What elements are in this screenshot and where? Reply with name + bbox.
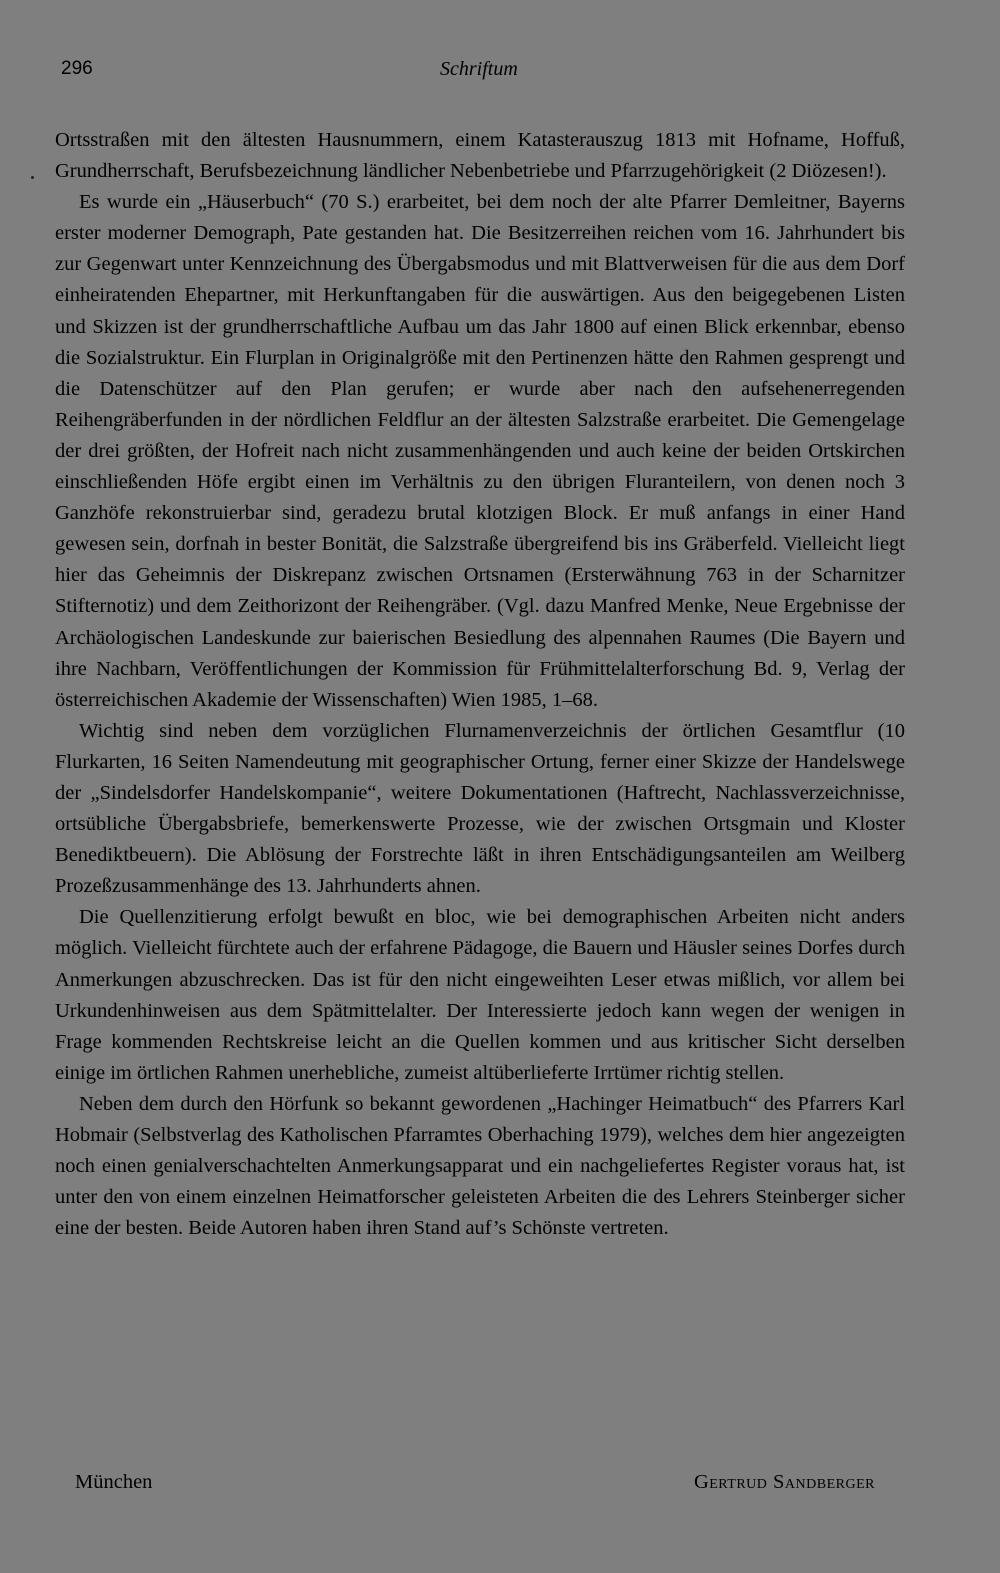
paragraph: Es wurde ein „Häuserbuch“ (70 S.) erarbeitet, bei dem noch der alte Pfarrer Demleitner, Bayerns erster moderner Demograph, Pate gestanden hat. Die Besitzerreihen reichen vom 16. Jahrhundert bis zur Gegenwart unter Kennzeichnung des Übergabsmodus und mit Blattverweisen für die aus dem Dorf einheiratenden Ehepartner, mit Herkunftangaben für die auswärtigen. Aus den beigegebenen Listen und Skizzen ist der grundherrschaftliche Aufbau um das Jahr 1800 auf einen Blick erkennbar, ebenso die Sozialstruktur. Ein Flurplan in Originalgröße mit den Pertinenzen hätte den Rahmen gesprengt und die Datenschützer auf den Plan gerufen; er wurde aber nach den aufsehenerregenden Reihengräberfunden in der nördlichen Feldflur an der ältesten Salzstraße erarbeitet. Die Gemengelage der drei größten, der Hofreit nach nicht zusammenhängenden und auch keine der beiden Ortskirchen einschließenden Höfe ergibt einen im Verhältnis zu den übrigen Fluranteilern, von denen noch 3 Ganzhöfe rekonstruierbar sind, geradezu brutal klotzigen Block. Er muß anfangs in einer Hand gewesen sein, dorfnah in bester Bonität, die Salzstraße übergreifend bis ins Gräberfeld. Vielleicht liegt hier das Geheimnis der Diskrepanz zwischen Ortsnamen (Ersterwähnung 763 in der Scharnitzer Stifternotiz) und dem Zeithorizont der Reihengräber. (Vgl. dazu Manfred Menke, Neue Ergebnisse der Archäologischen Landeskunde zur baierischen Besiedlung des alpennahen Raumes (Die Bayern und ihre Nachbarn, Veröffentlichungen der Kommission für Frühmittelalterforschung Bd. 9, Verlag der österreichischen Akademie der Wissenschaften) Wien 1985, 1–68. <box>55 191 905 711</box>
paragraph-continued: Ortsstraßen mit den ältesten Hausnummern, einem Katasterauszug 1813 mit Hofname, Hoffuß, Grundherrschaft, Berufsbezeichnung ländlicher Nebenbetriebe und Pfarrzugehörigkeit (2 Diözesen!). <box>55 129 905 183</box>
body-text <box>55 125 905 1244</box>
page-header <box>55 58 905 88</box>
paragraph: Wichtig sind neben dem vorzüglichen Flurnamenverzeichnis der örtlichen Gesamtflur (10 Flurkarten, 16 Seiten Namendeutung mit geographischer Ortung, ferner einer Skizze der Handelswege der „Sindelsdorfer Handelskompanie“, weitere Dokumentationen (Haftrecht, Nachlassverzeichnisse, ortsübliche Übergabsbriefe, bemerkenswerte Prozesse, wie der zwischen Ortsgmain und Kloster Benediktbeuern). Die Ablösung der Forstrechte läßt in ihren Entschädigungsanteilen am Weilberg Prozeßzusammenhänge des 13. Jahrhunderts ahnen. <box>55 719 905 898</box>
document-page <box>55 0 905 1573</box>
signature-author: Gertrud Sandberger <box>693 1471 875 1493</box>
running-head: Schriftum <box>440 58 518 80</box>
paragraph: Neben dem durch den Hörfunk so bekannt gewordenen „Hachinger Heimatbuch“ des Pfarrers Karl Hobmair (Selbstverlag des Katholischen Pfarramtes Oberhaching 1979), welches dem hier angezeigten noch einen genialverschachtelten Anmerkungsapparat und ein nachgeliefertes Register voraus hat, ist unter den von einem einzelnen Heimatforscher geleisteten Arbeiten die des Lehrers Steinberger sicher eine der besten. Beide Autoren haben ihren Stand auf’s Schönste vertreten. <box>55 1092 905 1240</box>
scan-speck <box>31 176 34 179</box>
signature-line <box>55 1471 905 1503</box>
page-number: 296 <box>61 58 93 79</box>
paragraph: Die Quellenzitierung erfolgt bewußt en bloc, wie bei demographischen Arbeiten nicht anders möglich. Vielleicht fürchtete auch der erfahrene Pädagoge, die Bauern und Häusler seines Dorfes durch Anmerkungen abzuschrecken. Das ist für den nicht eingeweihten Leser etwas mißlich, vor allem bei Urkundenhinweisen aus dem Spätmittelalter. Der Interessierte jedoch kann wegen der wenigen in Frage kommenden Rechtskreise leicht an die Quellen kommen und aus kritischer Sicht derselben einige im örtlichen Rahmen unerhebliche, zumeist altüberlieferte Irrtümer richtig stellen. <box>55 906 905 1084</box>
signature-place: München <box>75 1471 153 1493</box>
